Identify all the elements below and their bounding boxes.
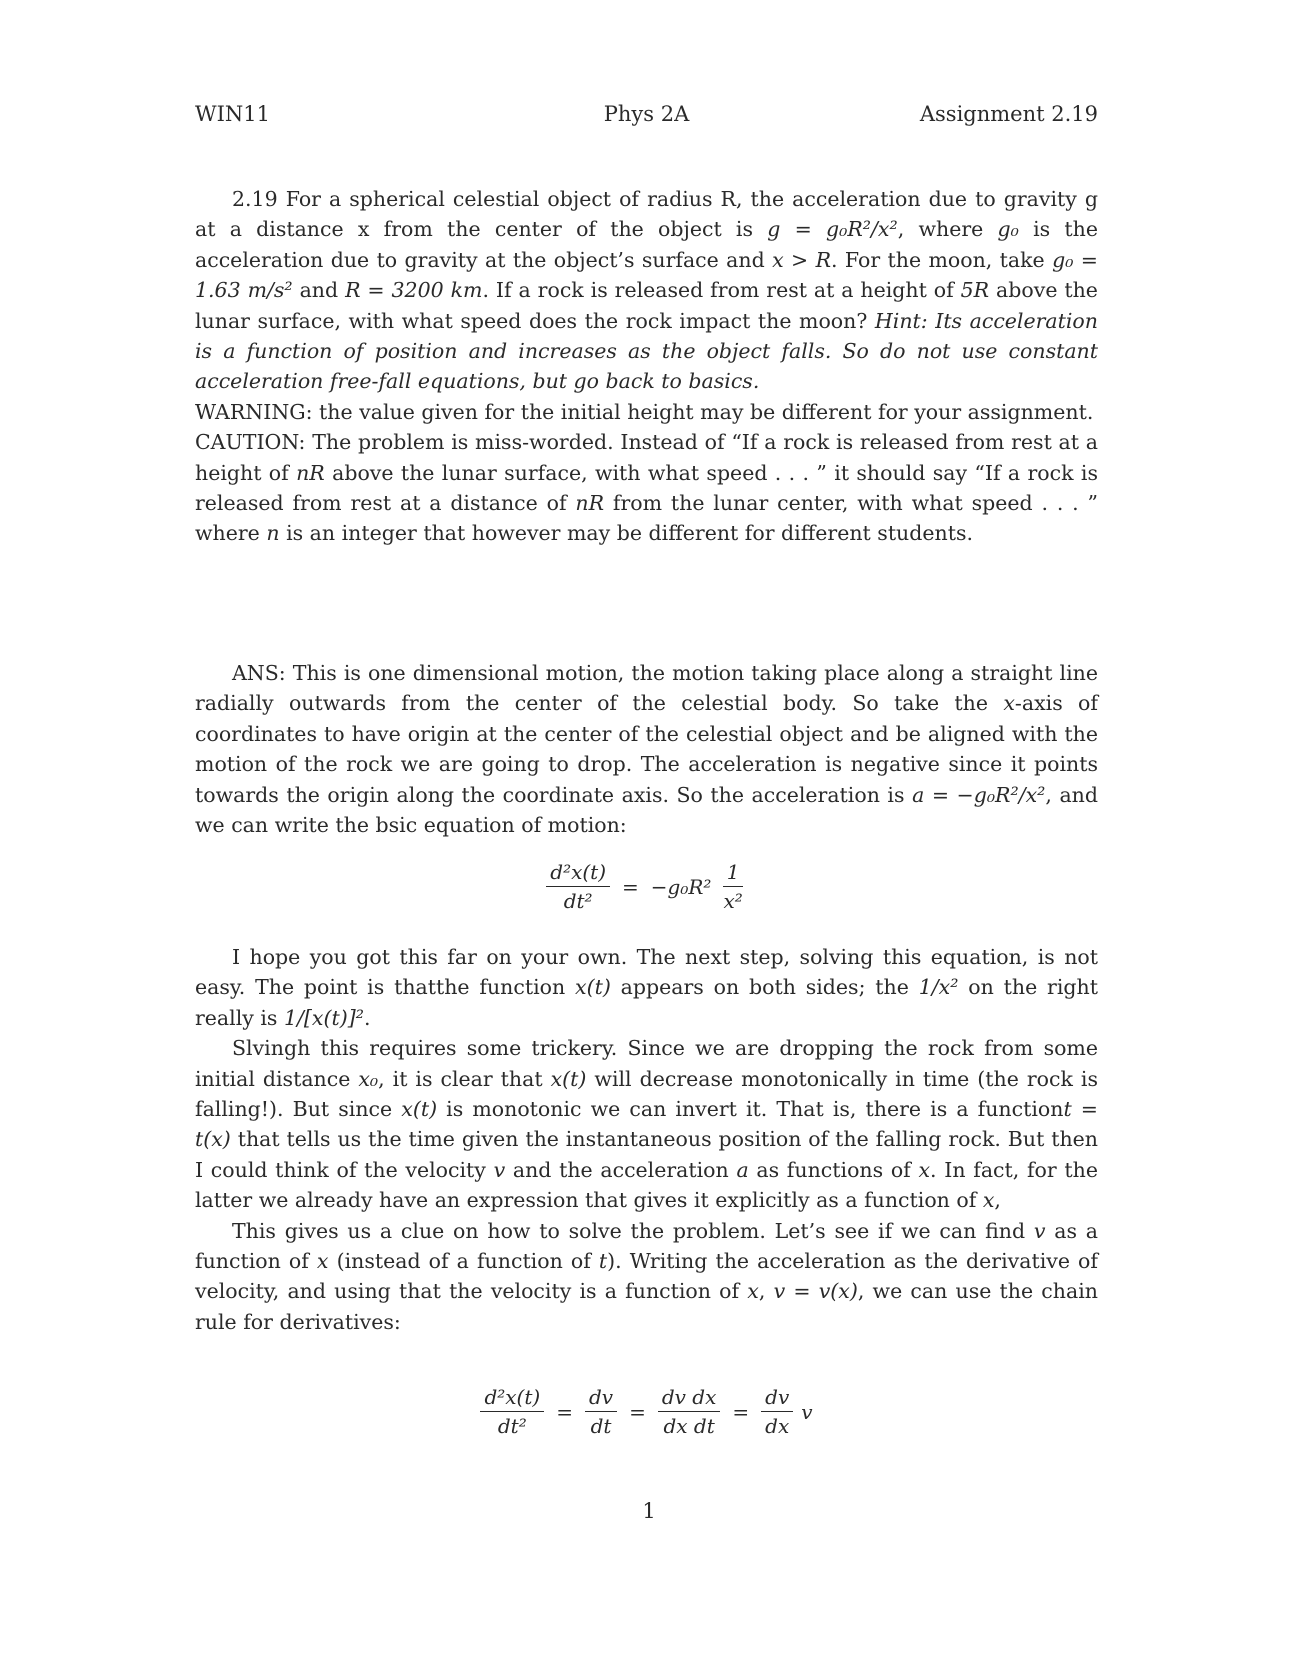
paragraph-2: Slvingh this requires some trickery. Since we are dropping the rock from some initial distance x₀, it is clear that x(t) will decrease monotonically in time (the rock is falling!). But since x(t) is monotonic we can invert it. That is, there is a functiont = t(x) that tells us the time given the instantaneous position of the falling rock. But then I could think of the velocity v and the acceleration a as functions of x. In fact, for the latter we already have an expression that gives it explicitly as a function of x,: [195, 1036, 1098, 1213]
assignment-label: Assignment 2.19: [919, 102, 1098, 126]
gravity-formula: g = g₀R²/x²: [767, 217, 898, 242]
equation-of-motion: $\frac{\text{d²x(t)}}{\text{dt²}}$ = −g₀R² $\frac{1}{\text{x²}}$: [195, 860, 1098, 913]
page-header: [195, 102, 1098, 132]
acceleration-formula: a = −g₀R²/x²: [912, 782, 1046, 807]
problem-statement: [195, 184, 1098, 549]
course-name: Phys 2A: [603, 102, 690, 126]
hint-text: Hint: Its acceleration is a function of position and increases as the object falls. So do not use constant acceleration free-fall equations, but go back to basics.: [195, 308, 1098, 394]
fraction-2: $\frac{dv}{dt}$: [585, 1385, 617, 1438]
fraction-3: $\frac{\text{dv dx}}{\text{dx dt}}$: [658, 1385, 721, 1438]
chain-rule-equation: $\frac{\text{d²x(t)}}{\text{dt²}}$ = $\frac{dv}{dt}$ = $\frac{\text{dv dx}}{\text{dx dt}}$ = $\frac{dv}{dx}$ v: [195, 1385, 1098, 1438]
lhs-fraction: $\frac{\text{d²x(t)}}{\text{dt²}}$: [546, 860, 610, 913]
rhs-fraction: $\frac{1}{\text{x²}}$: [723, 860, 743, 913]
fraction-1: $\frac{\text{d²x(t)}}{\text{dt²}}$: [480, 1385, 544, 1438]
page-number: 1: [642, 1499, 656, 1523]
solution-discussion: [195, 942, 1098, 1337]
answer-paragraph: ANS: This is one dimensional motion, the motion taking place along a straight line radially outwards from the center of the celestial body. So take the x-axis of coordinates to have origin at the center of the celestial object and be aligned with the motion of the rock we are going to drop. The acceleration is negative since it points towards the origin along the coordinate axis. So the acceleration is a = −g₀R²/x², and we can write the bsic equation of motion:: [195, 661, 1098, 838]
caution-text: CAUTION: The problem is miss-worded. Instead of “If a rock is released from rest at a height of nR above the lunar surface, with what speed . . . ” it should say “If a rock is released from rest at a distance of nR from the lunar center, with what speed . . . ” where n is an integer that however may be different for different students.: [195, 430, 1098, 546]
paragraph-1: I hope you got this far on your own. The next step, solving this equation, is not easy. The point is thatthe function x(t) appears on both sides; the 1/x² on the right really is 1/[x(t)]².: [195, 945, 1098, 1030]
rhs-coefficient: −g₀R²: [650, 874, 712, 899]
fraction-4: $\frac{dv}{dx}$: [761, 1385, 793, 1438]
problem-number: 2.19: [232, 187, 278, 211]
warning-text: WARNING: the value given for the initial height may be different for your assignment.: [195, 399, 1094, 424]
problem-paragraph: 2.19 For a spherical celestial object of radius R, the acceleration due to gravity g at a distance x from the center of the object is g = g₀R²/x², where g₀ is the acceleration due to gravity at the object’s surface and x > R. For the moon, take g₀ = 1.63 m/s² and R = 3200 km. If a rock is released from rest at a height of 5R above the lunar surface, with what speed does the rock impact the moon? Hint: Its acceleration is a function of position and increases as the object falls. So do not use constant acceleration free-fall equations, but go back to basics.: [195, 187, 1098, 394]
answer-intro: [195, 658, 1098, 840]
paragraph-3: This gives us a clue on how to solve the problem. Let’s see if we can find v as a function of x (instead of a function of t). Writing the acceleration as the derivative of velocity, and using that the velocity is a function of x, v = v(x), we can use the chain rule for derivatives:: [195, 1218, 1098, 1334]
velocity-factor: v: [801, 1399, 813, 1424]
course-term: WIN11: [195, 102, 270, 126]
